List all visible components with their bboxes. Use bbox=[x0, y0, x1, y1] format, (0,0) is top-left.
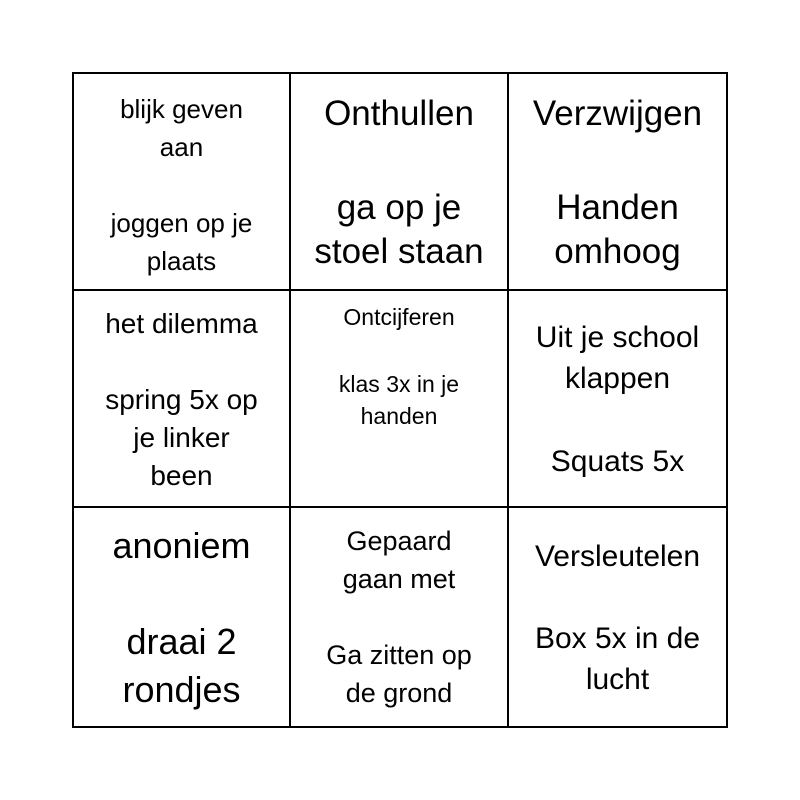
cell-text-line: blijk geven bbox=[120, 94, 243, 124]
cell-text-line: gaan met bbox=[342, 564, 456, 594]
cell-text-line: aan bbox=[159, 132, 204, 162]
cell-text-line: Gepaard bbox=[346, 526, 452, 556]
cell-text-line: draai 2 bbox=[126, 621, 237, 662]
cell-text-line: klas 3x in je bbox=[338, 371, 460, 397]
cell-text-line: Squats 5x bbox=[550, 445, 685, 478]
bingo-cell[interactable] bbox=[291, 508, 509, 726]
cell-text-line: handen bbox=[360, 403, 438, 429]
bingo-board bbox=[72, 72, 728, 728]
bingo-cell[interactable] bbox=[74, 291, 291, 508]
cell-text-line: stoel staan bbox=[314, 232, 484, 271]
cell-text-line: klappen bbox=[564, 362, 671, 395]
bingo-cell[interactable] bbox=[74, 508, 291, 726]
bingo-cell[interactable] bbox=[509, 291, 726, 508]
cell-text-line: Verzwijgen bbox=[532, 94, 703, 133]
bingo-cell[interactable] bbox=[291, 74, 509, 291]
bingo-cell[interactable] bbox=[291, 291, 509, 508]
cell-text-line: lucht bbox=[585, 663, 650, 696]
cell-text-line: joggen op je bbox=[110, 208, 253, 238]
bingo-cell[interactable] bbox=[74, 74, 291, 291]
cell-text-line: Ga zitten op bbox=[326, 640, 472, 670]
cell-text-line: Ontcijferen bbox=[343, 304, 455, 330]
cell-text-line: je linker bbox=[133, 422, 230, 453]
cell-text-line: Versleutelen bbox=[534, 540, 701, 573]
cell-text-line: anoniem bbox=[112, 525, 251, 566]
bingo-cell[interactable] bbox=[509, 508, 726, 726]
cell-text-line: ga op je bbox=[336, 188, 462, 227]
cell-text-line: Uit je school bbox=[535, 321, 700, 354]
cell-text-line: het dilemma bbox=[105, 308, 258, 339]
cell-text-line: plaats bbox=[146, 246, 217, 276]
cell-text-line: omhoog bbox=[554, 232, 681, 271]
cell-text-line: rondjes bbox=[122, 669, 241, 710]
bingo-cell[interactable] bbox=[509, 74, 726, 291]
cell-text-line: de grond bbox=[345, 678, 453, 708]
cell-text-line: Handen bbox=[556, 188, 679, 227]
cell-text-line: Onthullen bbox=[324, 94, 474, 133]
cell-text-line: been bbox=[150, 460, 213, 491]
cell-text-line: Box 5x in de bbox=[534, 622, 701, 655]
cell-text-line: spring 5x op bbox=[105, 384, 258, 415]
